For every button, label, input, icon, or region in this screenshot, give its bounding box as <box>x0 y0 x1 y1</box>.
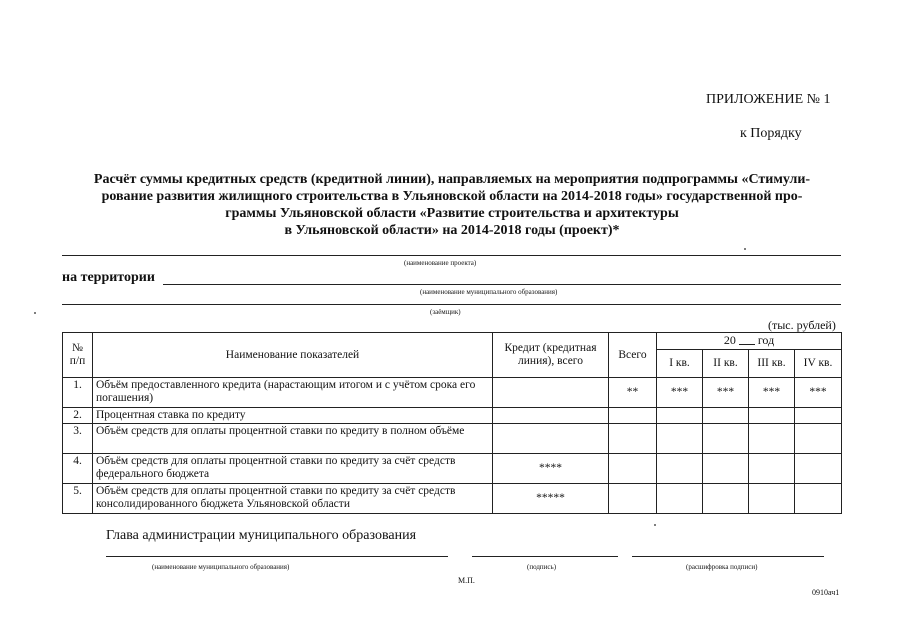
municipality-caption: (наименование муниципального образования) <box>420 288 558 296</box>
signature-caption: (подпись) <box>527 563 557 571</box>
row-q3[interactable] <box>749 484 795 514</box>
units-label: (тыс. рублей) <box>768 318 836 332</box>
appendix-label: ПРИЛОЖЕНИЕ № 1 <box>706 92 831 107</box>
territory-label: на территории <box>62 270 155 285</box>
row-q1[interactable] <box>657 424 703 454</box>
row-q4[interactable]: *** <box>795 378 842 408</box>
row-credit[interactable] <box>493 408 609 424</box>
row-num: 2. <box>63 408 93 424</box>
credit-calculation-table <box>62 332 842 514</box>
municipality-name-line[interactable] <box>163 284 841 285</box>
row-q2[interactable] <box>703 408 749 424</box>
header-year <box>657 333 842 350</box>
header-q3: III кв. <box>749 350 795 378</box>
row-name: Объём предоставленного кредита (нарастающим итогом и с учётом срока его погашения) <box>93 378 493 408</box>
row-q2[interactable]: *** <box>703 378 749 408</box>
row-q1[interactable] <box>657 484 703 514</box>
row-credit[interactable]: ***** <box>493 484 609 514</box>
row-q2[interactable] <box>703 484 749 514</box>
scan-speck <box>34 312 36 314</box>
row-total[interactable] <box>609 454 657 484</box>
row-q3[interactable] <box>749 454 795 484</box>
row-q4[interactable] <box>795 454 842 484</box>
stamp-label: М.П. <box>458 576 475 585</box>
row-total[interactable]: ** <box>609 378 657 408</box>
header-q2: II кв. <box>703 350 749 378</box>
table-row <box>63 424 842 454</box>
row-num: 1. <box>63 378 93 408</box>
row-num: 5. <box>63 484 93 514</box>
row-q4[interactable] <box>795 484 842 514</box>
table-row <box>63 484 842 514</box>
table-row <box>63 408 842 424</box>
row-name: Процентная ставка по кредиту <box>93 408 493 424</box>
row-name: Объём средств для оплаты процентной ставки по кредиту в полном объёме <box>93 424 493 454</box>
title-line: в Ульяновской области» на 2014-2018 годы (проект)* <box>284 223 620 238</box>
header-credit: Кредит (кредитная линия), всего <box>493 333 609 378</box>
row-name: Объём средств для оплаты процентной ставки по кредиту за счёт средств федерального бюджета <box>93 454 493 484</box>
signature-line[interactable] <box>472 556 618 557</box>
title-line: рование развития жилищного строительства в Ульяновской области на 2014-2018 годы» государственной про- <box>101 189 803 204</box>
project-caption: (наименование проекта) <box>404 259 477 267</box>
signature-decoding-caption: (расшифровка подписи) <box>686 563 758 571</box>
header-q1: I кв. <box>657 350 703 378</box>
head-of-administration-label: Глава администрации муниципального образования <box>106 528 417 543</box>
header-q4: IV кв. <box>795 350 842 378</box>
row-q2[interactable] <box>703 454 749 484</box>
row-q1[interactable] <box>657 408 703 424</box>
title-line: граммы Ульяновской области «Развитие строительства и архитектуры <box>225 206 679 221</box>
borrower-caption: (заёмщик) <box>430 308 461 316</box>
row-q3[interactable] <box>749 424 795 454</box>
row-total[interactable] <box>609 484 657 514</box>
row-q3[interactable] <box>749 408 795 424</box>
to-order-label: к Порядку <box>740 126 802 141</box>
project-name-line[interactable] <box>62 255 841 256</box>
row-credit[interactable] <box>493 378 609 408</box>
row-num: 4. <box>63 454 93 484</box>
signature-municipality-line[interactable] <box>106 556 448 557</box>
row-name: Объём средств для оплаты процентной ставки по кредиту за счёт средств консолидированного бюджета Ульяновской области <box>93 484 493 514</box>
row-num: 3. <box>63 424 93 454</box>
row-q3[interactable]: *** <box>749 378 795 408</box>
year-suffix: год <box>757 333 775 347</box>
row-total[interactable] <box>609 408 657 424</box>
year-blank[interactable] <box>739 333 755 345</box>
row-total[interactable] <box>609 424 657 454</box>
header-total: Всего <box>609 333 657 378</box>
scan-speck <box>654 524 656 526</box>
row-credit[interactable] <box>493 424 609 454</box>
table-row <box>63 378 842 408</box>
row-q2[interactable] <box>703 424 749 454</box>
row-q4[interactable] <box>795 408 842 424</box>
row-credit[interactable]: **** <box>493 454 609 484</box>
row-q1[interactable] <box>657 454 703 484</box>
document-title <box>60 171 844 239</box>
title-line: Расчёт суммы кредитных средств (кредитной линии), направляемых на мероприятия подпрограммы «Стимули- <box>93 172 811 187</box>
row-q1[interactable]: *** <box>657 378 703 408</box>
year-prefix: 20 <box>723 333 736 347</box>
table-row <box>63 454 842 484</box>
scan-speck <box>744 248 746 250</box>
borrower-line[interactable] <box>62 304 841 305</box>
header-num: № п/п <box>63 333 93 378</box>
signature-municipality-caption: (наименование муниципального образования) <box>152 563 290 571</box>
row-q4[interactable] <box>795 424 842 454</box>
document-code: 0910ач1 <box>812 588 840 597</box>
header-name: Наименование показателей <box>93 333 493 378</box>
signature-decoding-line[interactable] <box>632 556 824 557</box>
